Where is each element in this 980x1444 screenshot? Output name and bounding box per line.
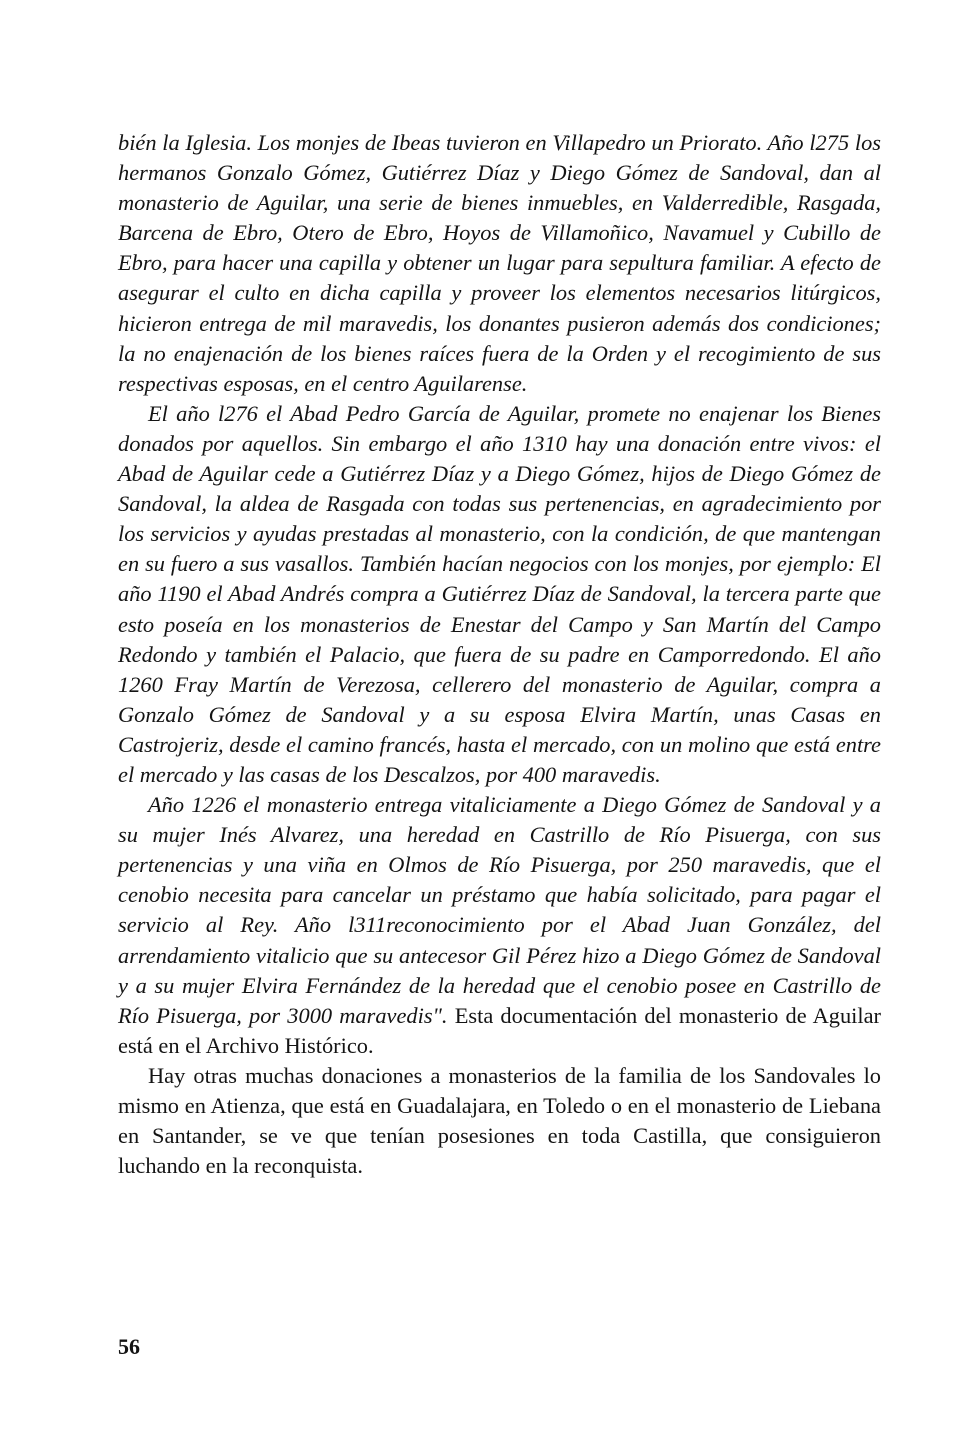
paragraph-4	[118, 1061, 881, 1181]
paragraph-2-italic-text: El año l276 el Abad Pedro García de Aguilar, promete no enajenar los Bienes donados por aquellos. Sin embargo el año 1310 hay una donación entre vivos: el Abad de Aguilar cede a Gutiérrez Díaz y a Diego Gómez, hijos de Diego Gómez de Sandoval, la aldea de Rasgada con todas sus pertenencias, en agradecimiento por los servicios y ayudas prestadas al monasterio, con la condición, de que mantengan en su fuero a sus vasallos. También hacían negocios con los monjes, por ejemplo: El año 1190 el Abad Andrés compra a Gutiérrez Díaz de Sandoval, la tercera parte que esto poseía en los monasterios de Enestar del Campo y San Martín del Campo Redondo y también el Palacio, que fuera de su padre en Camporredondo. El año 1260 Fray Martín de Verezosa, cellerero del monasterio de Aguilar, compra a Gonzalo Gómez de Sandoval y a su esposa Elvira Martín, unas Casas en Castrojeriz, desde el camino francés, hasta el mercado, con un molino que está entre el mercado y las casas de los Descalzos, por 400 maravedis.	[118, 400, 881, 787]
paragraph-3-italic-text: Año 1226 el monasterio entrega vitaliciamente a Diego Gómez de Sandoval y a su mujer Inés Alvarez, una heredad en Castrillo de Río Pisuerga, con sus pertenencias y una viña en Olmos de Río Pisuerga, por 250 maravedis, que el cenobio necesita para cancelar un préstamo que había solicitado, para pagar el servicio al Rey. Año l311reconocimiento por el Abad Juan González, del arrendamiento vitalicio que su antecesor Gil Pérez hizo a Diego Gómez de Sandoval y a su mujer Elvira Fernández de la heredad que el cenobio posee en Castrillo de Río Pisuerga, por 3000 maravedis".	[118, 792, 881, 1028]
paragraph-1-italic-text: bién la Iglesia. Los monjes de Ibeas tuvieron en Villapedro un Priorato. Año l275 los hermanos Gonzalo Gómez, Gutiérrez Díaz y Diego Gómez de Sandoval, dan al monasterio de Aguilar, una serie de bienes inmuebles, en Valderredible, Rasgada, Barcena de Ebro, Otero de Ebro, Hoyos de Villamoñico, Navamuel y Cubillo de Ebro, para hacer una capilla y obtener un lugar para sepultura familiar. A efecto de asegurar el culto en dicha capilla y proveer los elementos necesarios litúrgicos, hicieron entrega de mil maravedis, los donantes pusieron además dos condiciones; la no enajenación de los bienes raíces fuera de la Orden y el recogimiento de sus respectivas esposas, en el centro Aguilarense.	[118, 130, 881, 396]
page-number: 56	[118, 1334, 140, 1359]
paragraph-2	[118, 399, 881, 790]
paragraph-3-roman-text: Esta documentación del monasterio de Aguilar está en el Archivo Histórico.	[118, 1002, 882, 1058]
paragraph-1	[118, 128, 881, 399]
body-text	[118, 128, 881, 1181]
paragraph-4-roman-text: Hay otras muchas donaciones a monasterios de la familia de los Sandovales lo mismo en Atienza, que está en Guadalajara, en Toledo o en el monasterio de Liebana en Santander, se ve que tenían posesiones en toda Castilla, que consiguieron luchando en la reconquista.	[118, 1062, 881, 1179]
paragraph-3	[118, 790, 881, 1061]
